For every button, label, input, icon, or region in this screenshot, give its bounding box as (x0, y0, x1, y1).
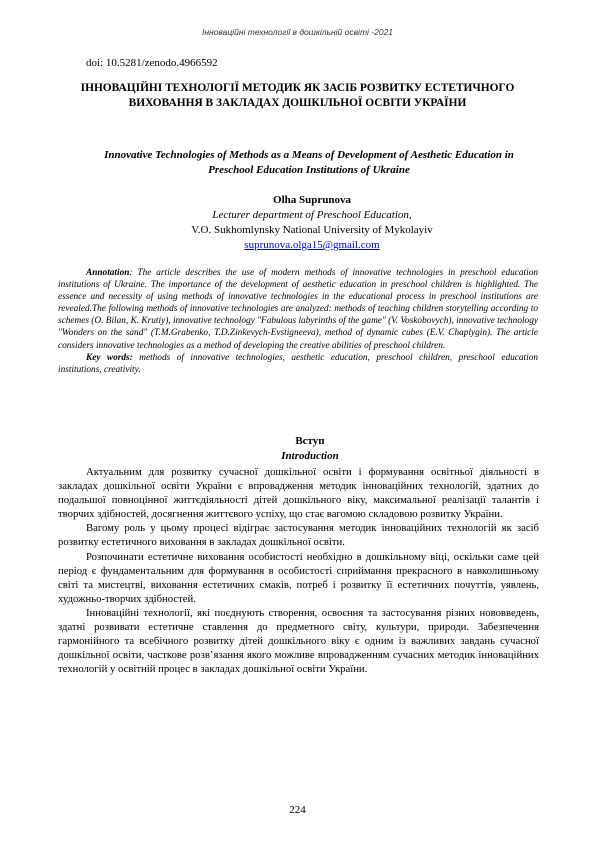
body-text (58, 465, 539, 676)
title-ukrainian: ІННОВАЦІЙНІ ТЕХНОЛОГІЇ МЕТОДИК ЯК ЗАСІБ РОЗВИТКУ ЕСТЕТИЧНОГО ВИХОВАННЯ В ЗАКЛАДАХ ДОШКІЛЬНОЇ ОСВІТИ УКРАЇНИ (80, 82, 515, 109)
keywords-text: methods of innovative technologies, aesthetic education, preschool children, preschool education institutions, creativity. (58, 352, 539, 375)
annotation-label: Annotation (86, 268, 130, 278)
page-number: 224 (289, 804, 306, 816)
author-position: Lecturer department of Preschool Education, (212, 209, 412, 221)
annotation-text: : The article describes the use of modern methods of innovative technologies in preschool education institutions of Ukraine. The importance of the development of aesthetic education in preschool children is highlighted. The essence and necessity of using methods of innovative technologies in the educational process in preschool institutions are revealed.The following methods of innovative technologies are analyzed: methods of teaching children storytelling according to schemes (O. Bilan, K. Krutiy), innovative technology "Fabulous labyrinths of the game" (V. Voskobovych), innovative technology "Wonders on the sand" (T.M.Grabenko, T.D.Zinkevych-Evstigneeva), method of dynamic cubes (E.V. Chaplygin). The article considers innovative technologies as a method of developing the creative abilities of preschool children. (58, 268, 538, 351)
section-heading (0, 434, 595, 464)
author-block (120, 193, 504, 253)
body-paragraph: Інноваційні технології, які поєднують створення, освоєння та застосування різних нововведень, здатні розвивати естетичне ставлення до предметного світу, культури, природи. Забезпечення гармонійного та всебічного розвитку дітей дошкільного віку є одним із важливих завдань сучасної дошкільної освіти, часткове розв’язання якого можливе впровадженням сучасних методик інноваційних технологій у освітній процес в закладах дошкільної освіти України. (58, 606, 539, 676)
section-heading-en: Introduction (281, 450, 339, 462)
author-affiliation: V.O. Sukhomlynsky National University of Mykolayiv (191, 224, 433, 236)
author-name: Olha Suprunova (273, 194, 351, 206)
title-english: Innovative Technologies of Methods as a Means of Development of Aesthetic Education in Preschool Education Institutions of Ukraine (104, 149, 514, 176)
body-paragraph: Актуальним для розвитку сучасної дошкільної освіти і формування освітньої діяльності в закладах дошкільної освіти України є впровадження методик інноваційних технологій, здатних до подальшої повноцінної життєдіяльності дітей дошкільного віку, максимальної реалізації талантів і творчих здібностей, досягнення життєвого успіху, що стає вагомою складовою розвитку України. (58, 466, 539, 521)
author-email-link[interactable]: suprunova.olga15@gmail.com (244, 239, 380, 251)
doi: doi: 10.5281/zenodo.4966592 (86, 57, 218, 69)
abstract (58, 267, 538, 376)
keywords-label: Key words: (86, 352, 133, 363)
body-paragraph: Розпочинати естетичне виховання особистості необхідно в дошкільному віці, оскільки саме цей період є фундаментальним для формування в особистості сприймання прекрасного в навколишньому світі та мистецтві, виховання естетичних смаків, потреб і розвитку її естетичних почуттів, уявлень, художньо-творчих здібностей. (58, 550, 539, 605)
running-header: Інноваційні технології в дошкільній освіті -2021 (201, 27, 394, 37)
annotation-paragraph (58, 267, 538, 352)
body-paragraph: Вагому роль у цьому процесі відіграє застосування методик інноваційних технологій як засіб розвитку естетичного виховання в закладах дошкільної освіти. (58, 522, 539, 549)
section-heading-uk: Вступ (295, 435, 325, 447)
keywords-paragraph (58, 352, 538, 376)
